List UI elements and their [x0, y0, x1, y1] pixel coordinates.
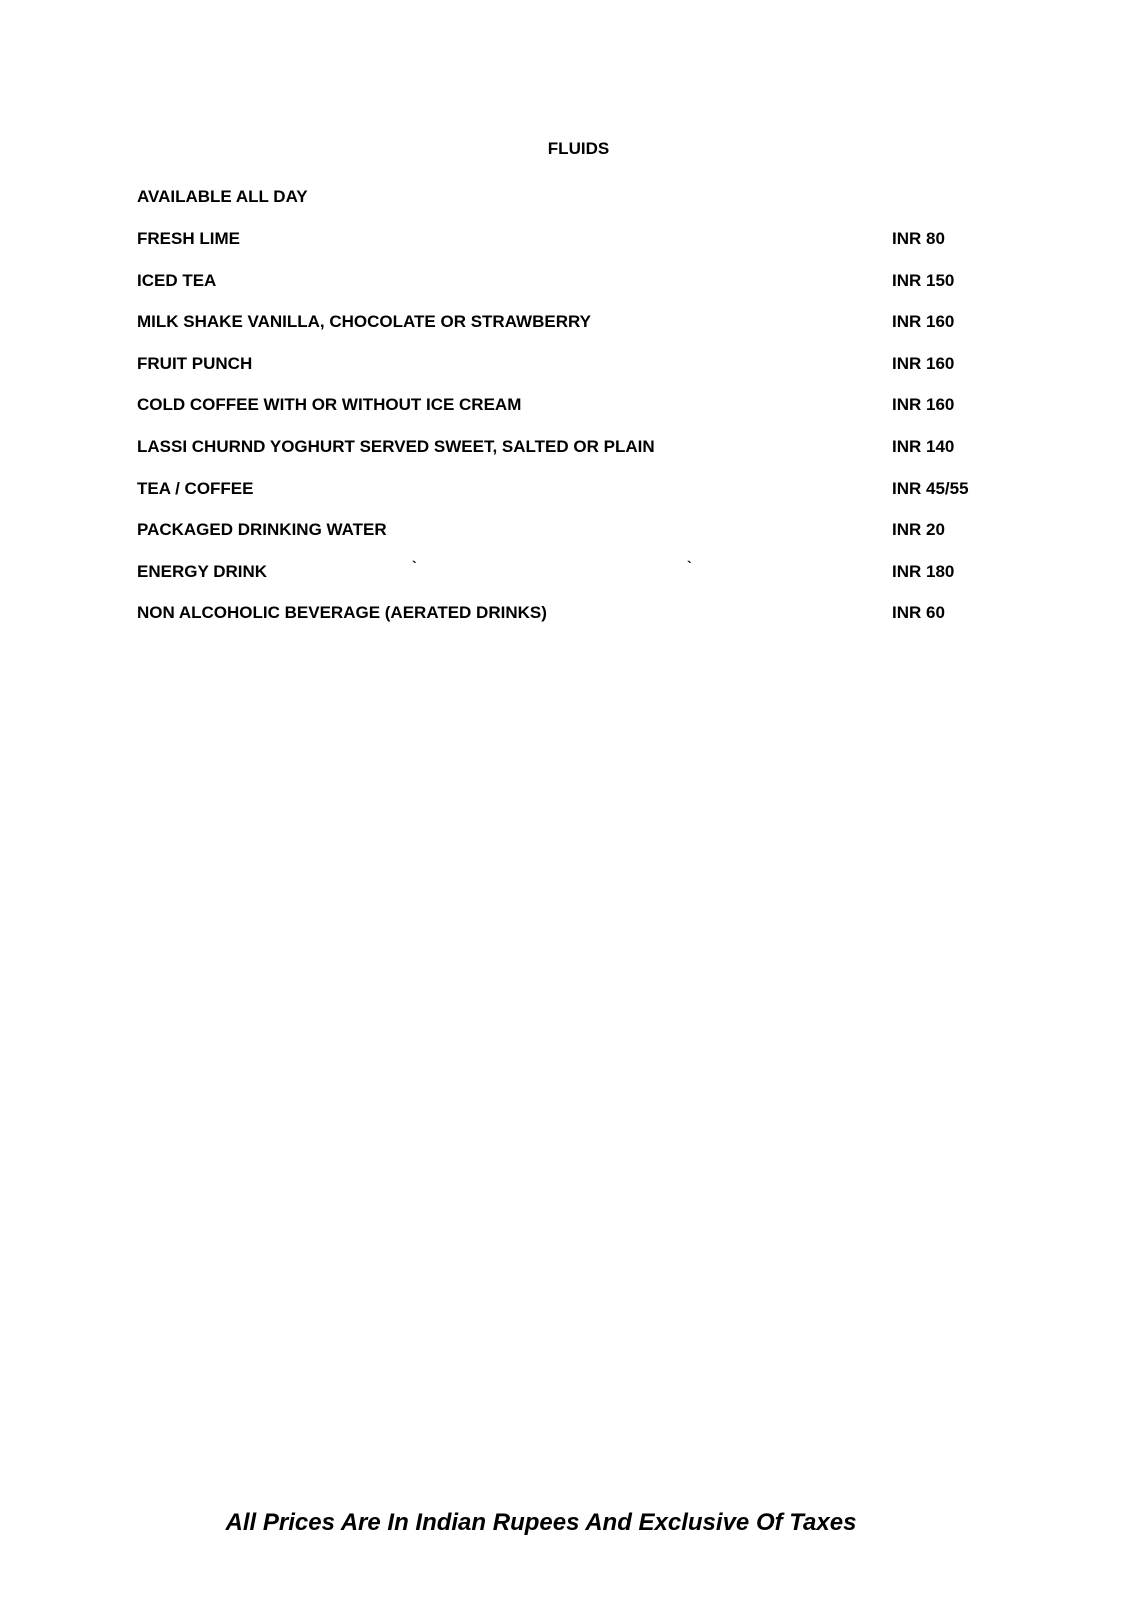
item-price: INR 20: [892, 520, 945, 540]
item-price: INR 160: [892, 395, 955, 415]
item-name: COLD COFFEE WITH OR WITHOUT ICE CREAM: [137, 395, 522, 415]
item-name: ENERGY DRINK: [137, 561, 268, 581]
page-title: FLUIDS: [547, 139, 610, 158]
backtick-mark: `: [687, 557, 692, 574]
item-name: LASSI CHURND YOGHURT SERVED SWEET, SALTED OR PLAIN: [137, 436, 655, 456]
availability-subtitle: AVAILABLE ALL DAY: [137, 187, 308, 206]
menu-item: [137, 436, 997, 478]
item-name: ICED TEA: [137, 270, 217, 290]
item-price: INR 140: [892, 436, 955, 456]
item-name: TEA / COFFEE: [137, 478, 254, 498]
item-price: INR 80: [892, 229, 945, 248]
item-name: FRUIT PUNCH: [137, 353, 253, 373]
menu-item: [137, 394, 997, 436]
price-disclaimer: All Prices Are In Indian Rupees And Exclusive Of Taxes: [225, 1509, 857, 1536]
item-price: INR 45/55: [892, 478, 969, 498]
menu-item: [137, 270, 997, 312]
item-name: MILK SHAKE VANILLA, CHOCOLATE OR STRAWBERRY: [137, 312, 591, 332]
item-name: FRESH LIME: [137, 229, 240, 248]
item-price: INR 160: [892, 312, 955, 332]
item-price: INR 150: [892, 270, 955, 290]
item-price: INR 160: [892, 353, 955, 373]
menu-item: [137, 478, 997, 520]
menu-item: [137, 311, 997, 353]
menu-item: [137, 353, 997, 395]
menu-item: [137, 228, 997, 270]
item-name: NON ALCOHOLIC BEVERAGE (AERATED DRINKS): [137, 603, 547, 623]
menu-item: [137, 602, 997, 644]
menu-item: [137, 557, 997, 603]
backtick-mark: `: [412, 557, 417, 574]
menu-item: [137, 519, 997, 561]
item-name: PACKAGED DRINKING WATER: [137, 520, 387, 540]
item-price: INR 180: [892, 561, 955, 581]
menu-list: [137, 228, 997, 644]
item-price: INR 60: [892, 603, 945, 623]
